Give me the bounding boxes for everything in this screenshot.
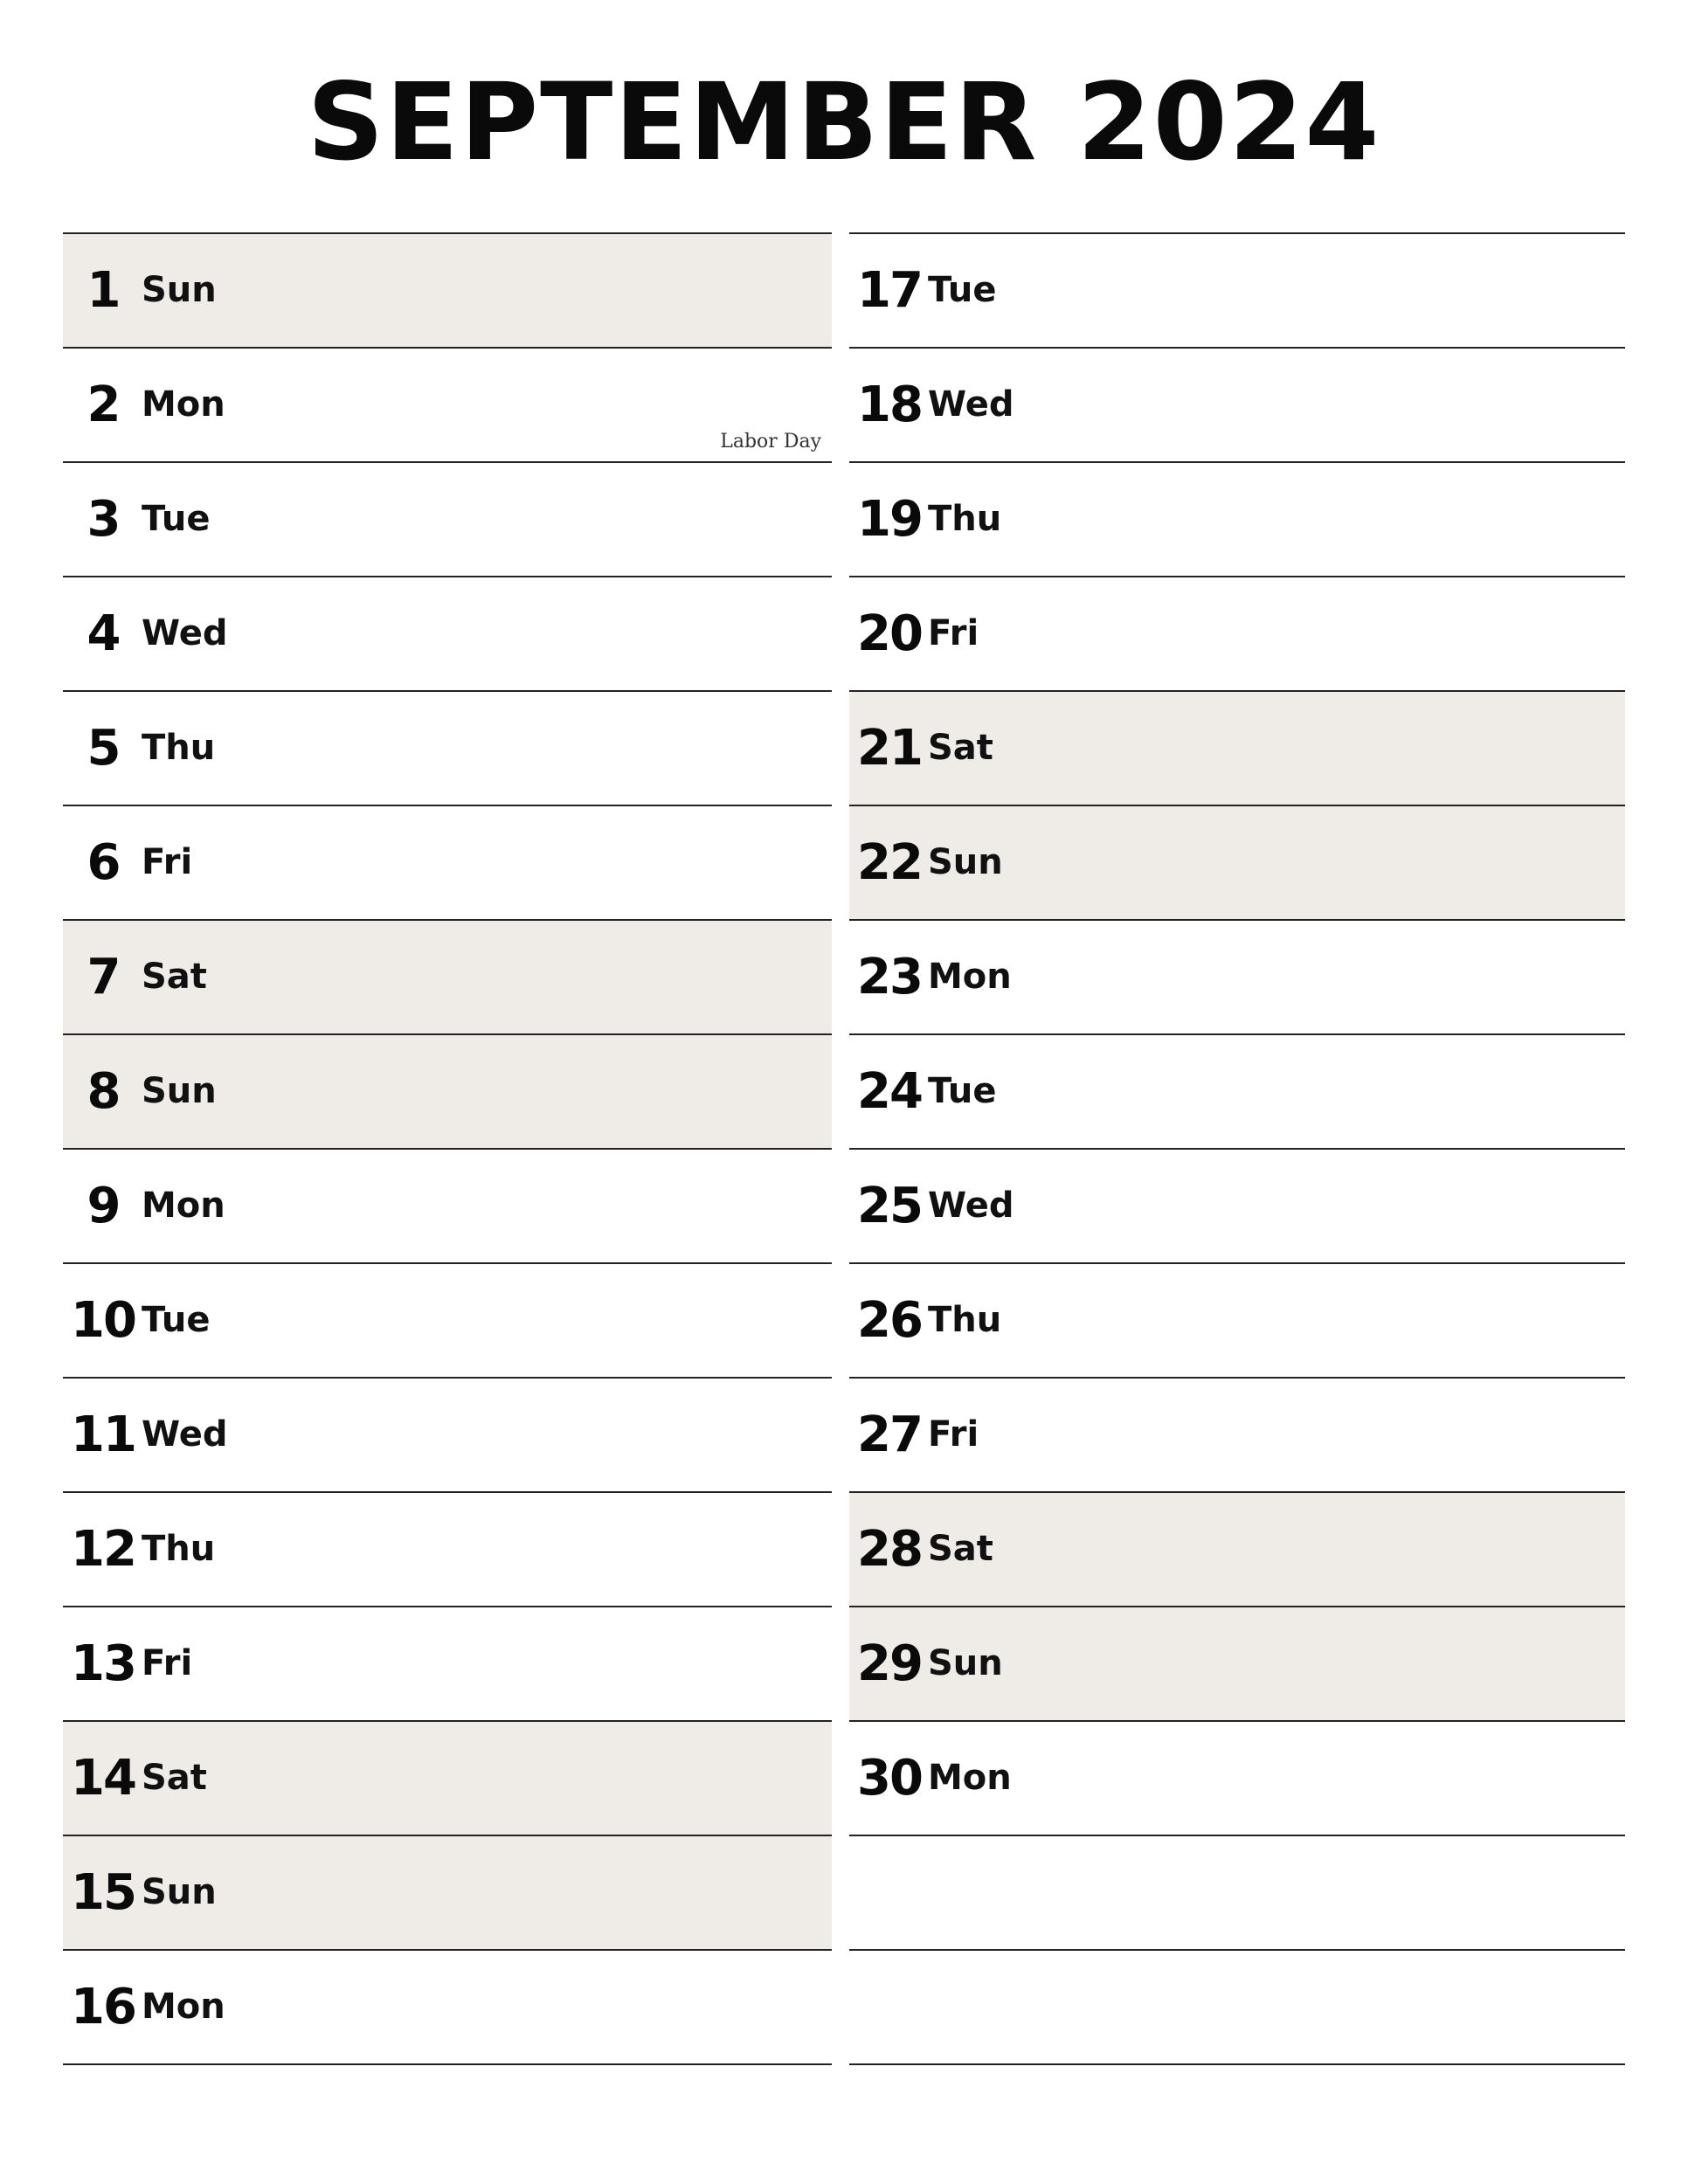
- day-number: 18: [857, 377, 922, 433]
- day-number: 25: [857, 1178, 922, 1234]
- day-row-21: [849, 692, 1625, 806]
- weekday-label: Fri: [142, 1643, 193, 1683]
- day-number: 6: [86, 834, 120, 891]
- day-row-4: [63, 577, 832, 692]
- day-row-19: [849, 463, 1625, 577]
- day-number: 12: [71, 1521, 135, 1578]
- weekday-label: Wed: [928, 384, 1014, 425]
- day-number: 5: [86, 720, 120, 777]
- holiday-note: Labor Day: [720, 431, 821, 453]
- right-day-column: [849, 232, 1625, 2065]
- day-number: 3: [86, 491, 120, 548]
- weekday-label: Sat: [142, 1758, 207, 1798]
- weekday-label: Sat: [142, 957, 207, 997]
- weekday-label: Tue: [142, 1300, 211, 1340]
- day-row-22: [849, 806, 1625, 921]
- day-row-3: [63, 463, 832, 577]
- day-row-30: [849, 1722, 1625, 1836]
- weekday-label: Mon: [928, 957, 1012, 997]
- empty-day-row: [849, 1951, 1625, 2065]
- day-number: 30: [857, 1750, 922, 1807]
- day-number: 8: [86, 1063, 120, 1120]
- day-number: 24: [857, 1063, 922, 1120]
- day-number: 13: [71, 1635, 135, 1692]
- weekday-label: Sun: [142, 270, 217, 310]
- day-row-24: [849, 1035, 1625, 1150]
- day-number: 28: [857, 1521, 922, 1578]
- day-row-28: [849, 1493, 1625, 1607]
- weekday-label: Tue: [142, 499, 211, 539]
- day-number: 15: [71, 1864, 135, 1921]
- day-row-27: [849, 1379, 1625, 1493]
- weekday-label: Tue: [928, 1071, 997, 1111]
- weekday-label: Mon: [142, 1185, 225, 1226]
- day-number: 14: [71, 1750, 135, 1807]
- weekday-label: Thu: [928, 1300, 1002, 1340]
- day-number: 20: [857, 605, 922, 662]
- empty-day-row: [849, 1836, 1625, 1951]
- weekday-label: Fri: [142, 842, 193, 882]
- page-title: SEPTEMBER 2024: [307, 60, 1381, 184]
- day-number: 22: [857, 834, 922, 891]
- weekday-label: Thu: [928, 499, 1002, 539]
- day-number: 10: [71, 1292, 135, 1349]
- day-number: 7: [86, 949, 120, 1006]
- weekday-label: Sun: [142, 1071, 217, 1111]
- day-number: 21: [857, 720, 922, 777]
- day-row-14: [63, 1722, 832, 1836]
- day-number: 23: [857, 949, 922, 1006]
- day-number: 29: [857, 1635, 922, 1692]
- day-number: 9: [86, 1178, 120, 1234]
- weekday-label: Mon: [142, 384, 225, 425]
- day-row-10: [63, 1264, 832, 1379]
- weekday-label: Wed: [142, 1414, 228, 1455]
- weekday-label: Wed: [142, 613, 228, 653]
- day-row-26: [849, 1264, 1625, 1379]
- weekday-label: Sat: [928, 1529, 993, 1569]
- day-row-13: [63, 1607, 832, 1722]
- weekday-label: Thu: [142, 728, 216, 768]
- weekday-label: Wed: [928, 1185, 1014, 1226]
- day-row-12: [63, 1493, 832, 1607]
- day-number: 17: [857, 262, 922, 319]
- day-row-18: [849, 349, 1625, 463]
- day-row-1: [63, 234, 832, 349]
- day-row-6: [63, 806, 832, 921]
- day-row-15: [63, 1836, 832, 1951]
- day-number: 2: [86, 377, 120, 433]
- day-row-9: [63, 1150, 832, 1264]
- weekday-label: Sun: [928, 1643, 1003, 1683]
- day-row-23: [849, 921, 1625, 1035]
- day-row-29: [849, 1607, 1625, 1722]
- day-number: 1: [86, 262, 120, 319]
- weekday-label: Mon: [142, 1987, 225, 2027]
- day-number: 11: [71, 1406, 135, 1463]
- day-row-7: [63, 921, 832, 1035]
- weekday-label: Mon: [928, 1758, 1012, 1798]
- day-row-5: [63, 692, 832, 806]
- day-number: 16: [71, 1979, 135, 2035]
- day-row-17: [849, 234, 1625, 349]
- day-row-25: [849, 1150, 1625, 1264]
- day-row-8: [63, 1035, 832, 1150]
- day-number: 26: [857, 1292, 922, 1349]
- day-number: 27: [857, 1406, 922, 1463]
- left-day-column: [63, 232, 832, 2065]
- day-row-2: [63, 349, 832, 463]
- day-number: 4: [86, 605, 120, 662]
- day-row-20: [849, 577, 1625, 692]
- day-number: 19: [857, 491, 922, 548]
- weekday-label: Sun: [142, 1872, 217, 1912]
- day-row-16: [63, 1951, 832, 2065]
- weekday-label: Fri: [928, 613, 979, 653]
- weekday-label: Tue: [928, 270, 997, 310]
- weekday-label: Sat: [928, 728, 993, 768]
- day-row-11: [63, 1379, 832, 1493]
- weekday-label: Thu: [142, 1529, 216, 1569]
- weekday-label: Sun: [928, 842, 1003, 882]
- weekday-label: Fri: [928, 1414, 979, 1455]
